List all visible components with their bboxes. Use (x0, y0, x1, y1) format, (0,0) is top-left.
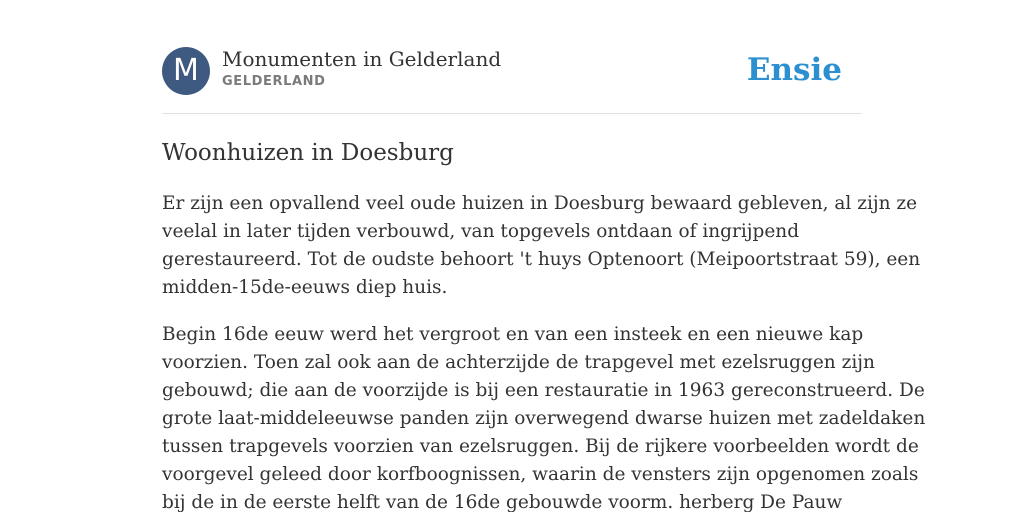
avatar[interactable]: M (162, 47, 210, 95)
article-title: Woonhuizen in Doesburg (162, 140, 454, 166)
text-line: Er zijn een opvallend veel oude huizen in Doesburg bewaard gebleven, al zijn ze (162, 193, 918, 214)
text-line: tussen trapgevels voorzien van ezelsruggen. Bij de rijkere voorbeelden wordt de (162, 436, 919, 457)
text-line: veelal in later tijden verbouwd, van topgevels ontdaan of ingrijpend (162, 221, 800, 242)
text-line: midden-15de-eeuws diep huis. (162, 277, 448, 298)
paragraph-1 (162, 190, 921, 302)
text-line: gebouwd; die aan de voorzijde is bij een restauratie in 1963 gereconstrueerd. De (162, 380, 925, 401)
text-line: voorgevel geleed door korfboognissen, waarin de vensters zijn opgenomen zoals (162, 464, 919, 485)
text-line: voorzien. Toen zal ook aan de achterzijde de trapgevel met ezelsruggen zijn (162, 352, 875, 373)
paragraph-2 (162, 321, 926, 512)
header-divider (162, 113, 862, 114)
text-line: grote laat-middeleeuwse panden zijn overwegend dwarse huizen met zadeldaken (162, 408, 926, 429)
site-subtitle[interactable]: GELDERLAND (222, 74, 326, 89)
ensie-logo[interactable]: Ensie (746, 52, 842, 88)
text-line: bij de in de eerste helft van de 16de gebouwde voorm. herberg De Pauw (162, 492, 843, 512)
text-line: Begin 16de eeuw werd het vergroot en van een insteek en een nieuwe kap (162, 324, 864, 345)
site-header (162, 46, 862, 96)
site-title[interactable]: Monumenten in Gelderland (222, 47, 502, 71)
article-body (162, 190, 926, 512)
text-line: gerestaureerd. Tot de oudste behoort 't huys Optenoort (Meipoortstraat 59), een (162, 249, 921, 270)
